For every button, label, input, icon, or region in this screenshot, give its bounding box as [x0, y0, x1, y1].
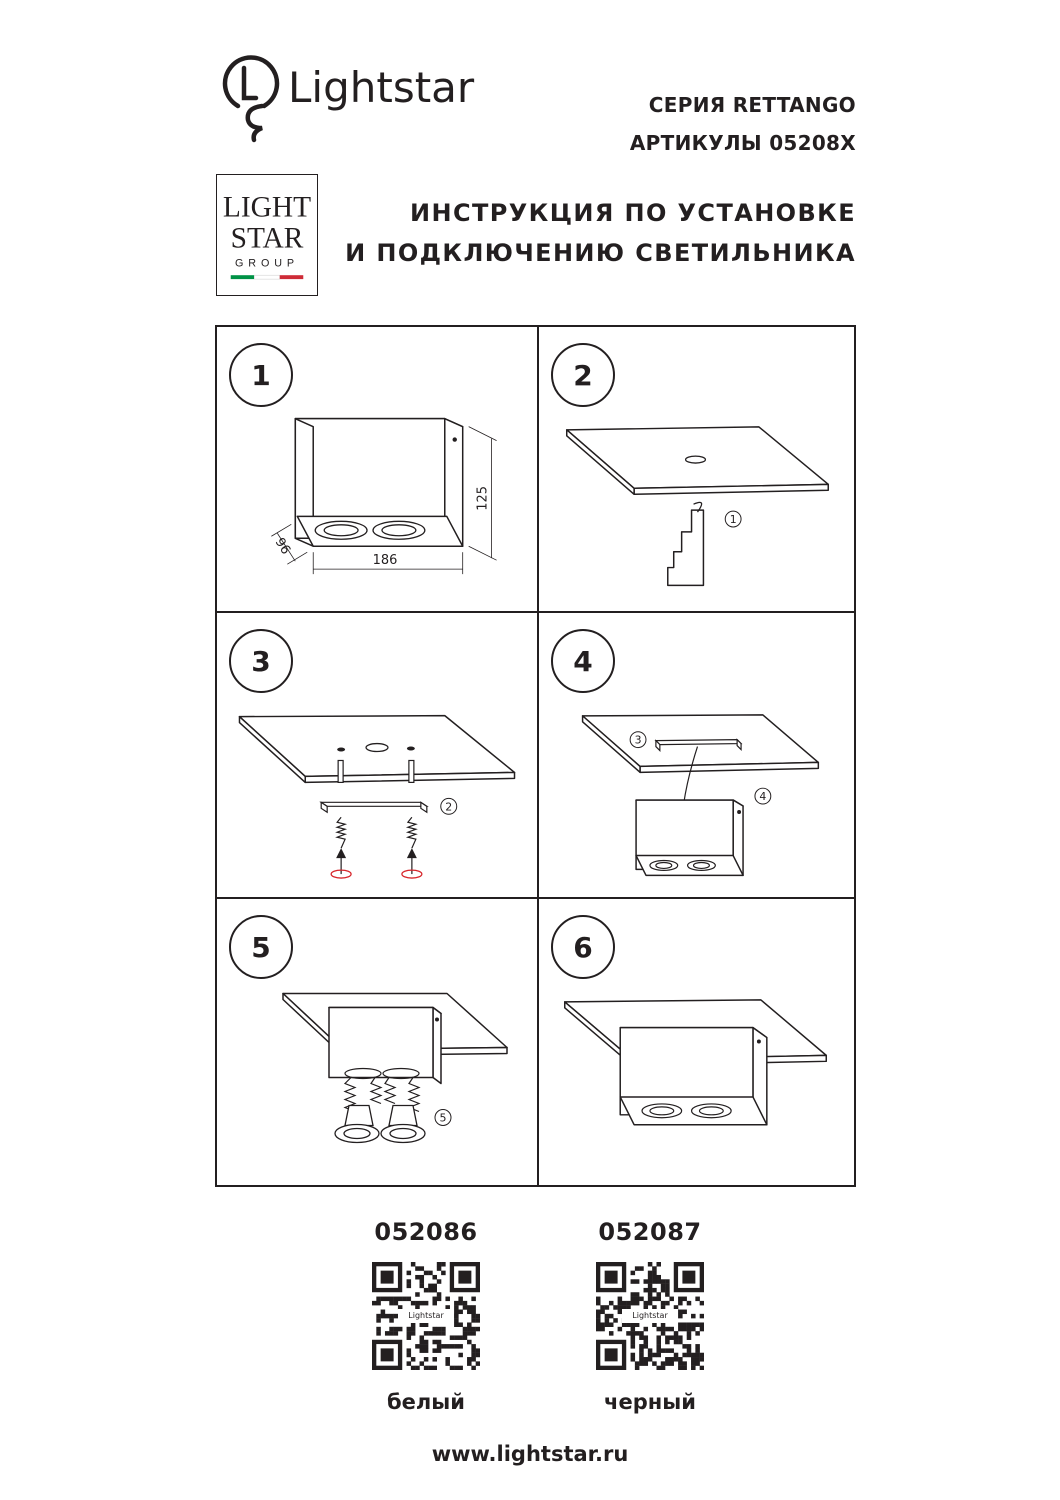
title-line-2: И ПОДКЛЮЧЕНИЮ СВЕТИЛЬНИКА	[345, 239, 856, 267]
italian-flag-stripe	[231, 275, 304, 279]
group-logo	[216, 174, 318, 296]
callout-4: 4	[759, 790, 767, 804]
product-colour: белый	[387, 1390, 465, 1414]
callout-3: 3	[634, 733, 642, 747]
lightbulb-ls-icon	[225, 57, 277, 140]
dimension-depth: 96	[271, 535, 294, 558]
brand-name: Lightstar	[288, 63, 475, 112]
series-block	[630, 86, 856, 162]
dimension-width: 186	[372, 553, 398, 569]
page-title	[345, 193, 856, 273]
product-white	[326, 1218, 526, 1414]
step-number: 5	[229, 915, 293, 979]
group-logo-line3: GROUP	[235, 257, 299, 270]
step-number: 3	[229, 629, 293, 693]
step-2-panel	[539, 327, 854, 613]
step-4-panel	[539, 613, 854, 899]
step-1-panel	[217, 327, 539, 613]
article-numbers: АРТИКУЛЫ 05208Х	[629, 131, 856, 155]
installation-steps	[215, 325, 856, 1187]
website-link[interactable]: www.lightstar.ru	[431, 1442, 629, 1466]
group-logo-line2: STAR	[230, 222, 304, 255]
qr-logo-text: Lightstar	[622, 1309, 678, 1323]
step-number: 1	[229, 343, 293, 407]
title-line-1: ИНСТРУКЦИЯ ПО УСТАНОВКЕ	[410, 199, 856, 227]
step-6-panel	[539, 899, 854, 1185]
step-number: 4	[551, 629, 615, 693]
callout-5: 5	[439, 1111, 447, 1125]
product-code: 052087	[598, 1218, 702, 1246]
dimension-height: 125	[475, 486, 491, 511]
step-number: 2	[551, 343, 615, 407]
product-colour: черный	[604, 1390, 696, 1414]
series-name: СЕРИЯ RETTANGO	[648, 93, 856, 117]
qr-code[interactable]	[596, 1262, 704, 1370]
callout-2: 2	[445, 800, 453, 814]
product-black	[550, 1218, 750, 1414]
qr-code[interactable]	[372, 1262, 480, 1370]
group-logo-line1: LIGHT	[222, 191, 312, 224]
brand-logo	[214, 48, 544, 148]
qr-logo-text: Lightstar	[398, 1309, 454, 1323]
step-number: 6	[551, 915, 615, 979]
step-5-panel	[217, 899, 539, 1185]
product-code: 052086	[374, 1218, 478, 1246]
step-3-panel	[217, 613, 539, 899]
callout-1: 1	[729, 512, 737, 526]
